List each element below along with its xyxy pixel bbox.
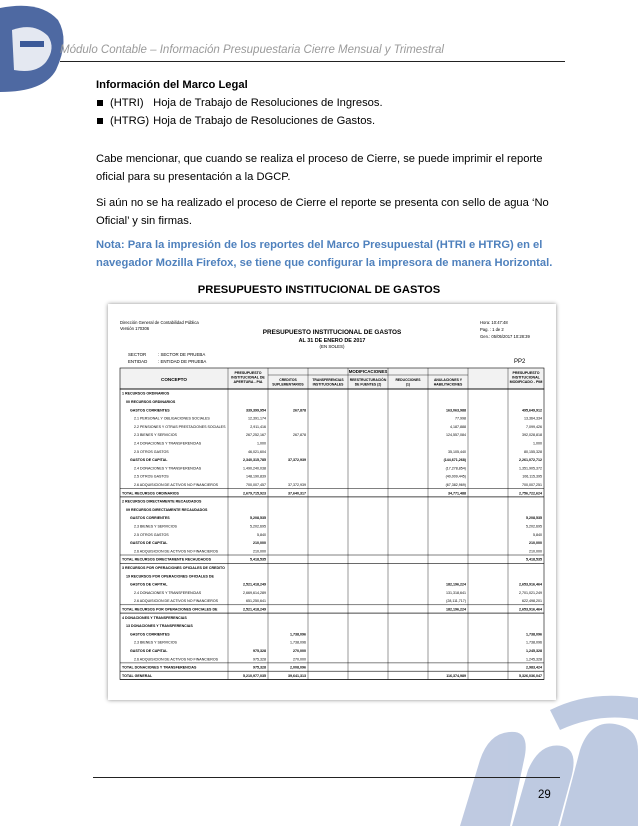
row-value: 37,372,939 [288,483,306,487]
row-value: 1,490,240,038 [243,466,266,471]
row-value: 182,196,224 [446,607,466,612]
row-concept: 2.6 ADQUISICION DE ACTIVOS NO FINANCIEROS [134,483,219,487]
row-concept: GASTOS CORRIENTES [130,516,170,521]
row-value: 1,245,328 [526,649,542,653]
row-value: 5,418,535 [250,557,266,562]
sector-value: : SECTOR DE PRUEBA [158,352,206,357]
mef-logo-watermark [440,690,638,826]
row-value: 35,105,440 [448,449,466,454]
figure-title: PRESUPUESTO INSTITUCIONAL DE GASTOS [197,284,441,296]
header-mod-col: DE FUENTES (2) [354,382,382,387]
row-value: 131,318,641 [446,590,466,595]
row-value: 975,328 [253,657,266,662]
paragraph-sello: Si aún no se ha realizado el proceso de Cierre el reporte se presenta con sello de agua ‘No Oficial’ y sin firmas. [96,197,549,227]
row-concept: GASTOS DE CAPITAL [130,458,168,463]
row-value: 1,351,905,372 [519,466,542,471]
row-value: 80,155,328 [524,449,542,454]
row-value: 210,000 [253,541,266,546]
row-value: 495,649,912 [522,408,542,413]
row-value: 77,998 [455,416,466,421]
row-value: (17,278,854) [445,466,466,471]
row-value: 210,000 [529,549,542,554]
list-item-code: (HTRG) [110,115,150,127]
table-body-box [120,389,544,680]
row-value: 210,000 [253,549,266,554]
row-value: 2,653,916,464 [519,582,542,587]
row-value: 2,008,096 [290,665,306,670]
row-concept: GASTOS DE CAPITAL [130,541,168,546]
row-value: 2,679,715,923 [243,491,266,496]
footer-divider [93,777,560,778]
report-screenshot [108,304,556,700]
report-pag: Pag. : 1 de 2 [480,327,504,332]
section-title: Información del Marco Legal [96,79,248,91]
row-concept: 00 RECURSOS ORDINARIOS [126,400,176,404]
row-value: 267,878 [293,433,306,438]
row-value: 5,326,036,047 [519,673,542,678]
header-modificaciones: MODIFICACIONES [348,369,388,374]
row-concept: 2.2 PENSIONES Y OTRAS PRESTACIONES SOCIALES [134,424,226,429]
row-value: 339,399,954 [246,408,266,413]
header-pim: MODIFICADO - PIM [509,380,543,385]
report-code: PP2 [514,359,526,365]
row-concept: 2.3 BIENES Y SERVICIOS [134,524,177,529]
note-firefox: Nota: Para la impresión de los reportes del Marco Presupuestal (HTRI e HTRG) en el navegador Mozilla Firefox, se tiene que configurar la impresora de manera Horizontal. [96,239,553,269]
row-value: 270,000 [293,649,306,653]
report-currency: (EN SOLES) [319,344,345,349]
row-concept: 2.3 BIENES Y SERVICIOS [134,433,177,438]
row-value: 12,391,174 [248,416,266,421]
row-value: 37,372,939 [288,458,306,463]
row-value: 5,840 [533,532,542,537]
row-concept: 2.6 ADQUISICION DE ACTIVOS NO FINANCIEROS [134,657,219,662]
row-value: 700,007,251 [522,483,542,487]
row-value: 2,983,424 [526,665,542,670]
row-value: (28,111,717) [446,599,466,604]
header-pim: INSTITUCIONAL [512,375,540,380]
sector-label: SECTOR [128,352,147,357]
row-value: 267,252,167 [246,433,266,438]
header-mod-col: HABILITACIONES [433,382,463,387]
row-value: (144,671,268) [443,458,466,463]
row-value: 1,738,096 [290,640,306,645]
header-mod-col: ANULACIONES Y [433,378,463,382]
header-concepto: CONCEPTO [161,377,187,382]
row-concept: 3 RECURSOS POR OPERACIONES OFICIALES DE CREDITO [122,566,225,570]
header-mod-col: CREDITOS [279,378,297,382]
report-version: Versión 170306 [120,326,150,331]
row-value: 1,245,328 [526,657,542,662]
row-value: 5,202,695 [526,524,542,529]
row-value: 2,756,722,624 [519,491,542,496]
row-value: (40,009,445) [445,474,466,479]
row-concept: 2.6 ADQUISICION DE ACTIVOS NO FINANCIEROS [134,599,219,604]
row-value: 2,669,614,289 [243,590,266,595]
header-mod-col: INSTITUCIONALES [312,382,344,387]
row-value: 2,701,021,249 [519,590,542,595]
row-concept: TOTAL RECURSOS POR OPERACIONES OFICIALES DE [122,607,218,612]
row-concept: 4 DONACIONES Y TRANSFERENCIAS [122,615,187,620]
header-pia: APERTURA - PIA [233,380,263,385]
report-org: Dirección General de Contabilidad Pública [120,320,199,325]
row-value: 210,000 [529,541,542,546]
row-value: 2,340,315,785 [243,458,266,463]
row-concept: 2.4 DONACIONES Y TRANSFERENCIAS [134,466,202,471]
row-concept: TOTAL RECURSOS DIRECTAMENTE RECAUDADOS [122,557,211,562]
row-concept: GASTOS CORRIENTES [130,408,170,413]
row-value: 2,521,418,249 [243,582,266,587]
row-concept: 2.5 OTROS GASTOS [134,532,169,537]
report-date: AL 31 DE ENERO DE 2017 [298,338,366,344]
row-value: 270,000 [293,657,306,662]
row-concept: 2.4 DONACIONES Y TRANSFERENCIAS [134,590,202,595]
report-hora: Hora: 10:47:48 [480,320,508,325]
header-divider [60,61,565,62]
header-mod-col: REDUCCIONES [395,378,421,382]
header-title: Módulo Contable – Información Presupuestaria Cierre Mensual y Trimestral [60,44,444,56]
row-concept: GASTOS DE CAPITAL [130,649,168,653]
row-value: 182,196,224 [446,582,466,587]
report-table [108,304,556,700]
paragraph-cierre: Cabe mencionar, que cuando se realiza el proceso de Cierre, se puede imprimir el reporte oficial para su presentación a la DGCP. [96,153,543,183]
header-mod-col: (1) [405,382,411,387]
list-item [96,94,570,112]
row-value: 5,202,695 [250,524,266,529]
row-value: 37,640,317 [288,491,306,496]
list-item-text: Hoja de Trabajo de Resoluciones de Gastos. [153,115,376,127]
row-value: (67,382,969) [445,483,466,487]
row-concept: TOTAL GENERAL [122,673,153,678]
row-value: 267,878 [293,408,306,413]
row-value: 1,738,096 [290,632,306,637]
row-concept: 1 RECURSOS ORDINARIOS [122,391,170,396]
row-value: 975,328 [253,665,266,670]
row-value: 651,250,641 [246,599,266,604]
main-content [96,76,570,272]
row-value: 2,261,072,712 [519,458,542,463]
row-value: 7,099,426 [526,424,542,429]
header-mod-col: REESTRUCTURACIÓN [349,378,387,382]
row-concept: 19 RECURSOS POR OPERACIONES OFICIALES DE [126,574,214,579]
row-concept: GASTOS DE CAPITAL [130,582,168,587]
report-gen: Gen.: 05/05/2017 10:28:39 [480,334,530,339]
header-mod-col: TRANSFERENCIAS [312,378,344,382]
row-value: 622,498,201 [522,599,542,604]
row-concept: 2.5 OTROS GASTOS [134,449,169,454]
row-value: 2,521,418,249 [243,607,266,612]
row-concept: TOTAL RECURSOS ORDINARIOS [122,491,179,496]
row-concept: GASTOS CORRIENTES [130,632,170,637]
row-concept: 2.1 PERSONAL Y OBLIGACIONES SOCIALES [134,416,210,421]
row-value: 700,007,457 [246,483,266,487]
row-value: 4,187,888 [450,424,466,429]
row-value: 2,911,416 [250,424,266,429]
list-item-text: Hoja de Trabajo de Resoluciones de Ingresos. [153,97,383,109]
row-value: 148,190,839 [246,474,266,479]
row-value: 124,557,084 [446,433,466,438]
row-value: 116,374,989 [446,673,466,678]
row-concept: 2 RECURSOS DIRECTAMENTE RECAUDADOS [122,499,202,504]
header-mod-col: SUPLEMENTARIOS [272,382,304,387]
row-concept: 2.4 DONACIONES Y TRANSFERENCIAS [134,441,202,446]
header-pia: INSTITUCIONAL DE [231,375,265,380]
report-title: PRESUPUESTO INSTITUCIONAL DE GASTOS [262,329,402,336]
header-pim: PRESUPUESTO [512,371,540,375]
row-value: 1,738,096 [526,640,542,645]
row-value: 2,653,916,464 [519,607,542,612]
row-concept: 2.3 BIENES Y SERVICIOS [134,640,177,645]
row-value: 39,641,313 [288,673,306,678]
row-value: 975,328 [253,649,266,653]
row-value: 1,000 [533,441,542,446]
header-pia: PRESUPUESTO [234,371,262,375]
row-concept: 2.5 OTROS GASTOS [134,474,169,479]
row-value: 163,063,988 [446,408,466,413]
row-value: 46,021,604 [248,449,266,454]
row-value: 5,840 [257,532,266,537]
row-value: 106,115,395 [522,474,542,479]
row-value: 5,208,535 [526,516,542,521]
row-value: 13,364,334 [524,416,542,421]
row-concept: 13 DONACIONES Y TRANSFERENCIAS [126,624,193,629]
report-list [96,94,570,130]
page-number: 29 [538,789,551,801]
row-value: 5,208,535 [250,516,266,521]
entidad-value: : ENTIDAD DE PRUEBA [158,359,207,364]
row-concept: TOTAL DONACIONES Y TRANSFERENCIAS [122,665,197,670]
row-value: 5,418,535 [526,557,542,562]
list-item [96,112,570,130]
row-value: 1,000 [257,441,266,446]
row-value: 5,210,977,035 [243,673,266,678]
row-value: 1,738,096 [526,632,542,637]
row-concept: 09 RECURSOS DIRECTAMENTE RECAUDADOS [126,507,208,512]
row-value: 34,771,488 [448,491,466,496]
entidad-label: ENTIDAD [128,359,148,364]
list-item-code: (HTRI) [110,97,144,109]
row-value: 392,028,818 [522,433,542,438]
row-concept: 2.6 ADQUISICION DE ACTIVOS NO FINANCIEROS [134,549,219,554]
